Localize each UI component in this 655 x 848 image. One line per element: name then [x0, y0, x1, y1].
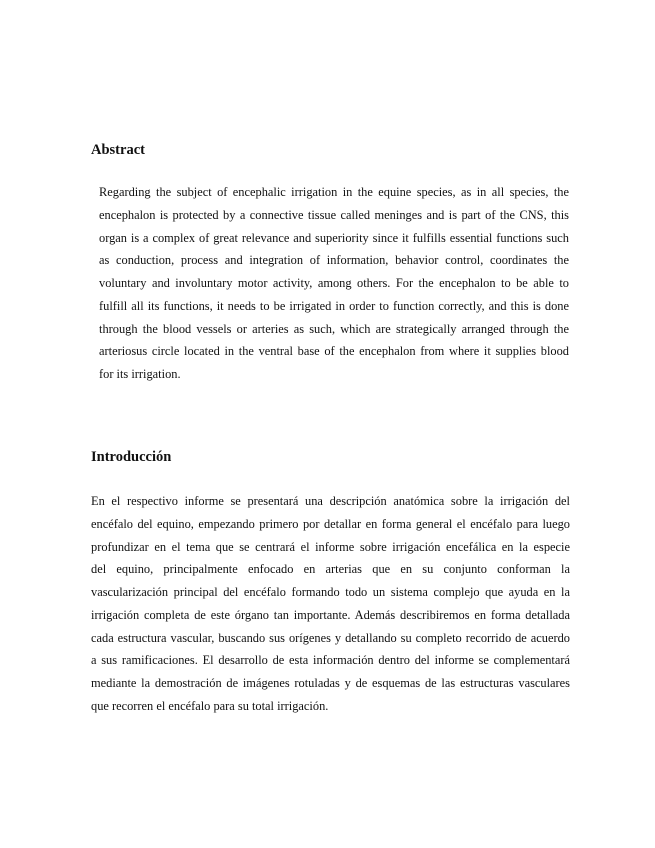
introduction-line: cada estructura vascular, buscando sus orígenes y detallando su completo recorrido de acuerdo	[91, 630, 570, 645]
abstract-line: voluntary and involuntary motor activity, among others. For the encephalon to be able to	[99, 276, 569, 290]
introduction-paragraph	[91, 490, 570, 718]
abstract-line: organ is a complex of great relevance and superiority since it fulfills essential functions such	[99, 230, 569, 245]
abstract-line: encephalon is protected by a connective tissue called meninges and is part of the CNS, this	[99, 207, 569, 222]
introduction-line: encéfalo del equino, empezando primero por detallar en forma general el encéfalo para luego	[91, 516, 570, 531]
abstract-line: as conduction, process and integration of information, behavior control, coordinates the	[99, 253, 569, 268]
introduction-line: profundizar en el tema que se centrará el informe sobre irrigación encefálica en la especie	[91, 539, 570, 554]
introduction-line: que recorren el encéfalo para su total irrigación.	[91, 698, 329, 713]
abstract-line: for its irrigation.	[99, 367, 181, 381]
abstract-line: through the blood vessels or arteries as such, which are strategically arranged through the	[99, 321, 569, 336]
abstract-line: fulfill all its functions, it needs to be irrigated in order to function correctly, and this is done	[99, 298, 569, 313]
introduction-line: En el respectivo informe se presentará una descripción anatómica sobre la irrigación del	[91, 494, 570, 508]
abstract-paragraph	[99, 181, 569, 386]
introduction-line: a sus ramificaciones. El desarrollo de esta información dentro del informe se complementará	[91, 653, 570, 668]
introduction-line: vascularización principal del encéfalo formando todo un sistema complejo que ayuda en la	[91, 585, 570, 599]
introduction-line: del equino, principalmente enfocado en arterias que en su conjunto conforman la	[91, 562, 570, 577]
introduction-heading: Introducción	[91, 449, 172, 465]
introduction-line: irrigación completa de este órgano tan importante. Además describiremos en forma detallada	[91, 607, 570, 622]
abstract-line: arteriosus circle located in the ventral base of the encephalon from where it supplies blood	[99, 344, 569, 359]
abstract-line: Regarding the subject of encephalic irrigation in the equine species, as in all species, the	[99, 185, 569, 199]
abstract-heading: Abstract	[91, 142, 145, 158]
introduction-line: mediante la demostración de imágenes rotuladas y de esquemas de las estructuras vasculares	[91, 676, 570, 690]
